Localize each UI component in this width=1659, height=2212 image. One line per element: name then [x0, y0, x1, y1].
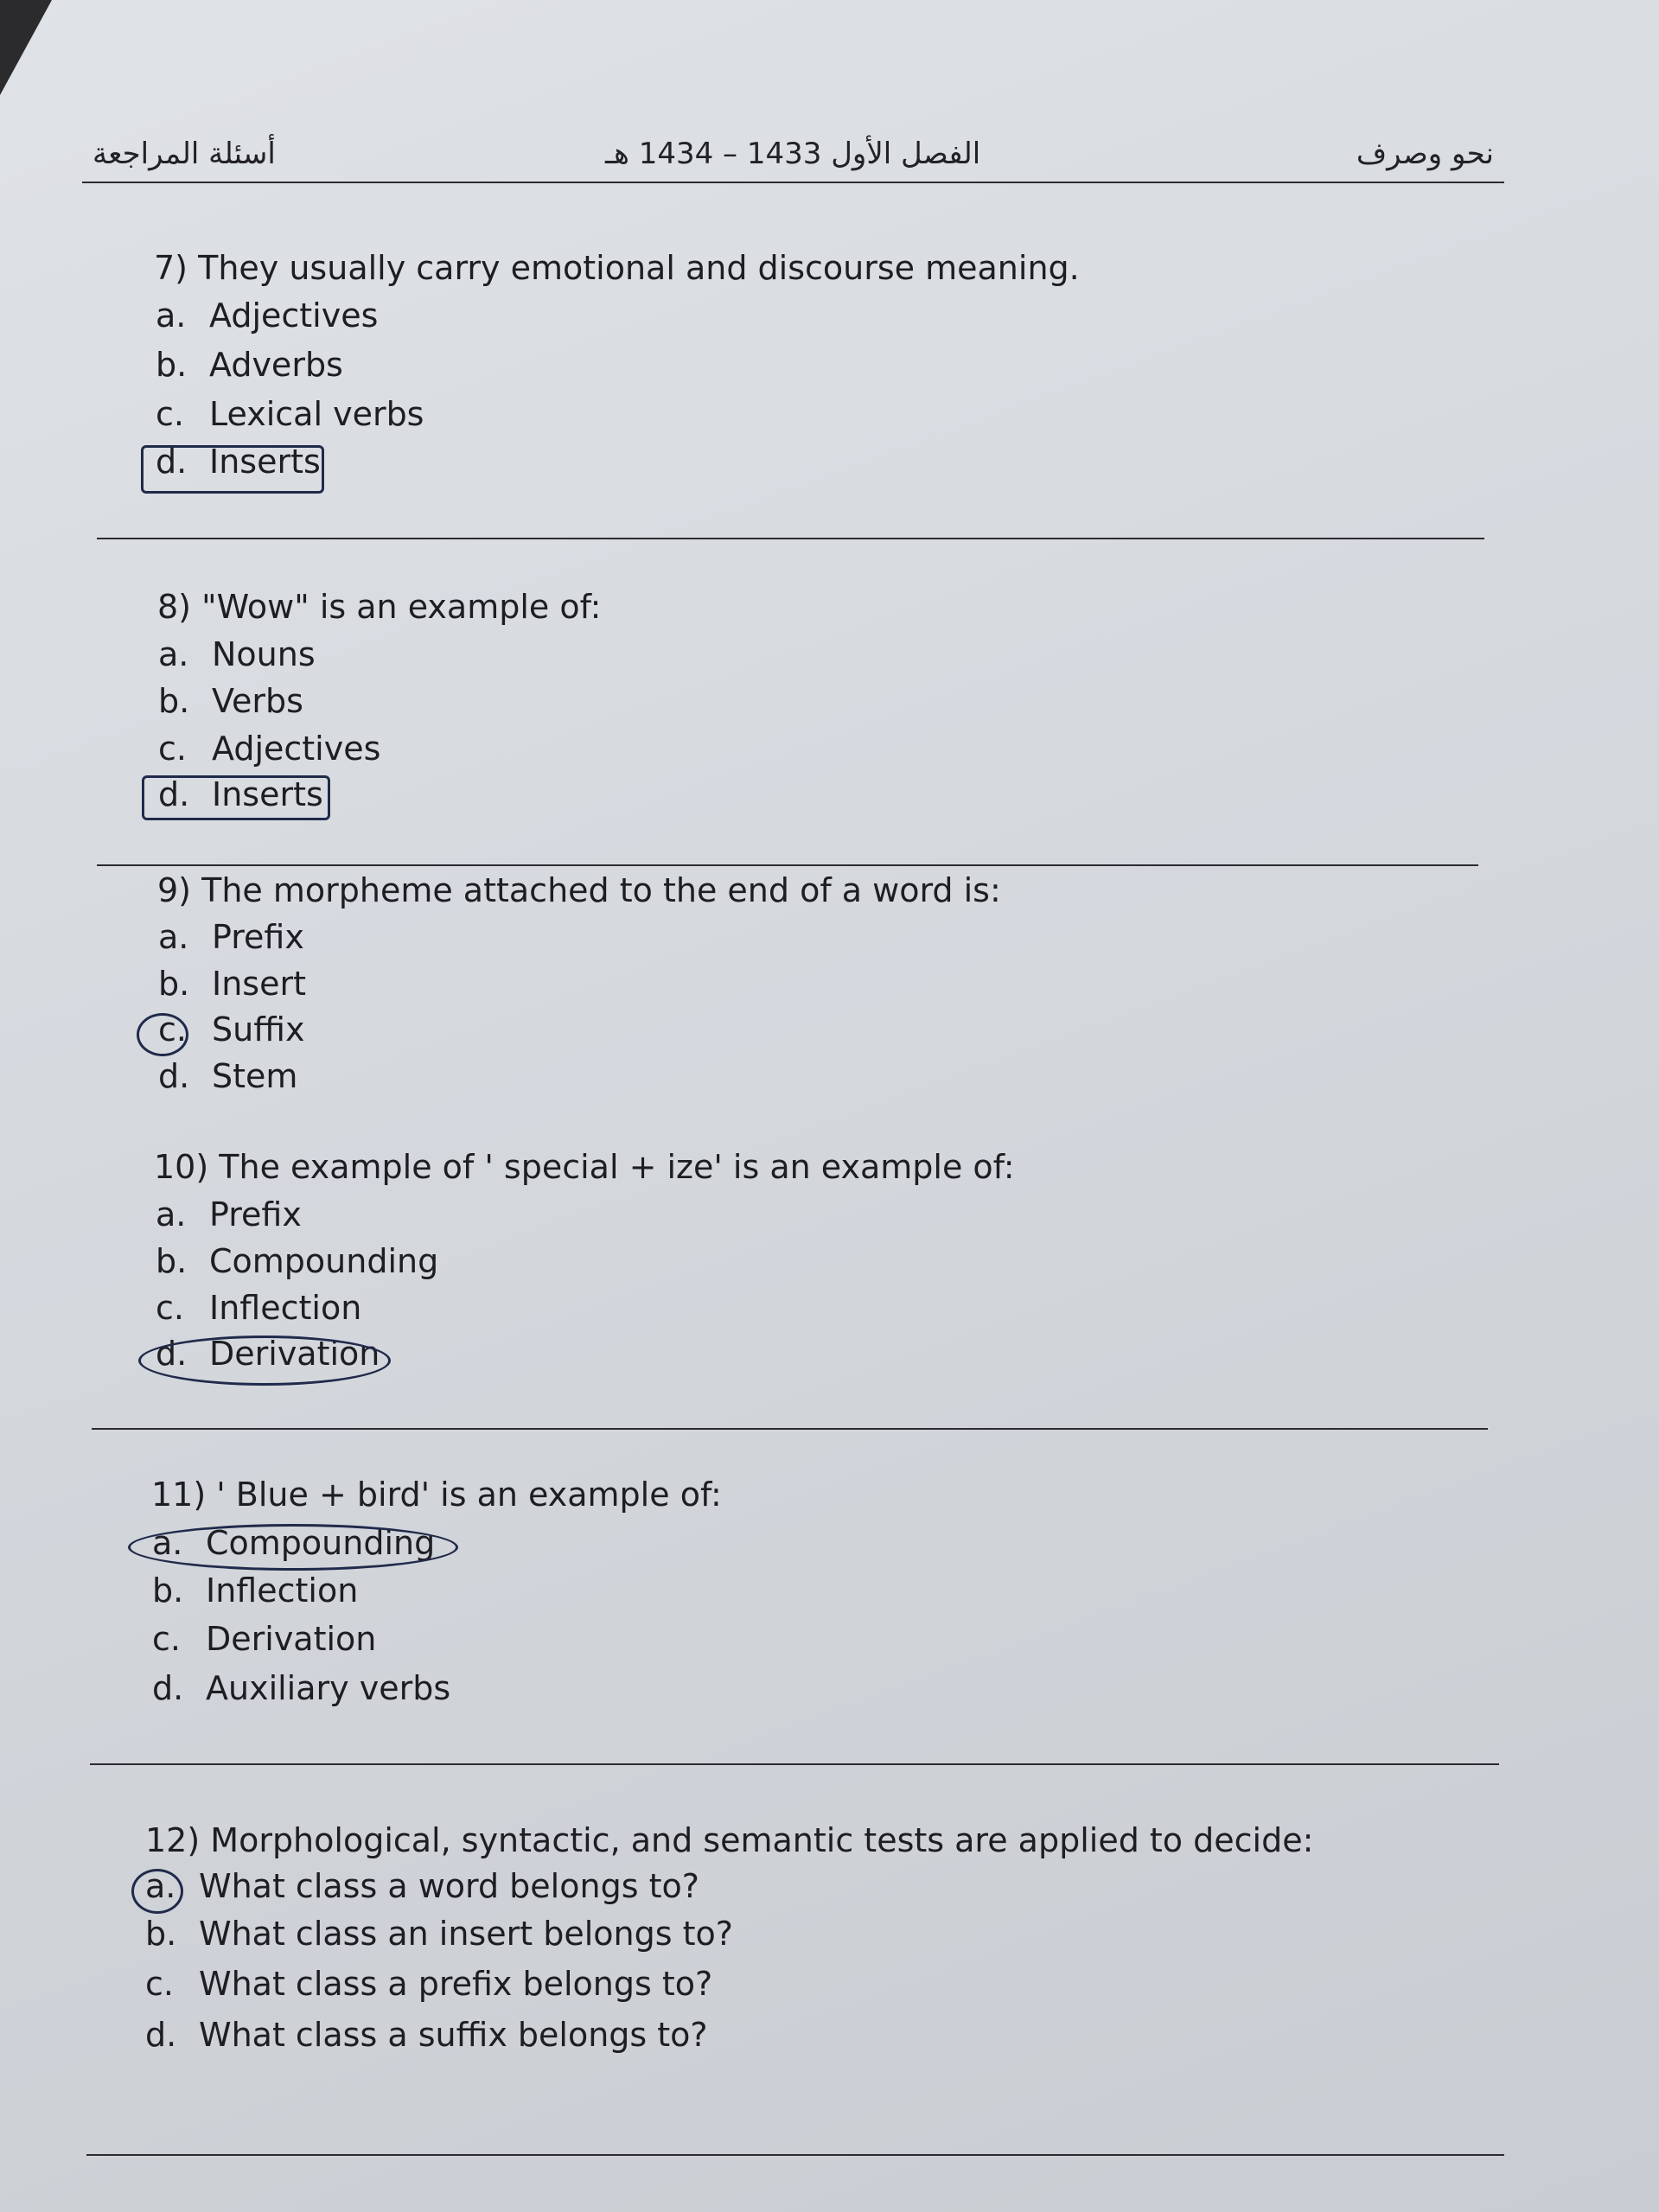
option-letter: c.: [156, 1289, 184, 1327]
question-number: 7): [154, 249, 188, 287]
q9-option-b: [158, 965, 306, 1003]
q11-option-b: [152, 1571, 358, 1610]
q12-option-a: [145, 1867, 699, 1905]
option-text: Prefix: [209, 1195, 302, 1233]
option-letter: a.: [156, 1195, 187, 1233]
option-text: What class an insert belongs to?: [199, 1915, 733, 1953]
answer-mark-oval: [128, 1524, 458, 1571]
option-letter: a.: [158, 635, 189, 673]
option-letter: a.: [152, 1524, 183, 1562]
option-text: Inflection: [206, 1571, 359, 1610]
option-text: Inserts: [209, 443, 321, 481]
option-text: Adverbs: [209, 346, 343, 384]
option-text: What class a suffix belongs to?: [199, 2016, 708, 2054]
q7-option-b: [156, 346, 343, 384]
option-text: What class a prefix belongs to?: [199, 1965, 713, 2003]
divider-line: [86, 2154, 1504, 2156]
q7-option-a: [156, 296, 378, 335]
q10-option-b: [156, 1242, 438, 1280]
option-letter: b.: [156, 346, 188, 384]
answer-mark-circle: [131, 1869, 183, 1914]
question-12-stem: [145, 1821, 1313, 1859]
question-10-stem: [154, 1148, 1015, 1186]
option-text: Insert: [212, 965, 306, 1003]
answer-mark-oval: [138, 1335, 391, 1386]
divider-line: [97, 864, 1478, 866]
divider-line: [92, 1428, 1488, 1430]
q12-option-c: [145, 1965, 712, 2003]
option-letter: a.: [145, 1867, 176, 1905]
option-text: Lexical verbs: [209, 395, 424, 433]
option-letter: a.: [158, 918, 189, 956]
option-letter: c.: [152, 1620, 181, 1658]
option-text: What class a word belongs to?: [199, 1867, 699, 1905]
q8-option-b: [158, 682, 303, 720]
option-letter: d.: [152, 1669, 184, 1707]
option-text: Inflection: [209, 1289, 362, 1327]
option-letter: c.: [158, 1010, 187, 1049]
question-number: 12): [145, 1821, 201, 1859]
question-8-stem: [157, 588, 601, 626]
option-letter: d.: [158, 1057, 190, 1095]
q7-option-c: [156, 395, 424, 433]
q9-option-a: [158, 918, 304, 956]
option-text: Verbs: [212, 682, 303, 720]
option-letter: a.: [156, 296, 187, 335]
option-letter: d.: [156, 1335, 188, 1373]
option-letter: b.: [158, 682, 190, 720]
answer-mark-circle: [137, 1013, 188, 1056]
question-text: They usually carry emotional and discourse meaning.: [198, 249, 1080, 287]
q8-option-a: [158, 635, 316, 673]
option-text: Adjectives: [212, 730, 381, 768]
header-course: نحو وصرف: [1356, 137, 1494, 171]
q10-option-a: [156, 1195, 302, 1233]
option-letter: b.: [145, 1915, 177, 1953]
answer-mark-box: [141, 445, 324, 494]
question-text: The morpheme attached to the end of a word is:: [201, 871, 1001, 909]
question-11-stem: [151, 1476, 722, 1514]
option-letter: d.: [156, 443, 188, 481]
option-text: Stem: [212, 1057, 298, 1095]
option-text: Nouns: [212, 635, 316, 673]
header-review-questions: أسئلة المراجعة: [93, 137, 276, 171]
option-letter: b.: [152, 1571, 184, 1610]
question-number: 8): [157, 588, 192, 626]
option-text: Compounding: [209, 1242, 439, 1280]
question-text: ' Blue + bird' is an example of:: [216, 1476, 722, 1514]
q8-option-c: [158, 730, 380, 768]
question-text: "Wow" is an example of:: [201, 588, 602, 626]
question-number: 10): [154, 1148, 209, 1186]
option-text: Inserts: [212, 775, 323, 813]
q11-option-c: [152, 1620, 376, 1658]
question-text: The example of ' special + ize' is an example of:: [219, 1148, 1015, 1186]
option-letter: b.: [156, 1242, 188, 1280]
question-9-stem: [157, 871, 1001, 909]
question-number: 9): [157, 871, 192, 909]
option-text: Derivation: [206, 1620, 377, 1658]
option-letter: c.: [145, 1965, 174, 2003]
question-number: 11): [151, 1476, 207, 1514]
answer-mark-box: [142, 775, 330, 820]
option-text: Compounding: [206, 1524, 436, 1562]
option-text: Suffix: [212, 1010, 305, 1049]
option-letter: d.: [158, 775, 190, 813]
option-text: Derivation: [209, 1335, 380, 1373]
q10-option-c: [156, 1289, 361, 1327]
header-semester: الفصل الأول 1433 – 1434 هـ: [605, 137, 981, 171]
page-header: [82, 130, 1504, 183]
option-letter: c.: [156, 395, 184, 433]
question-7-stem: [154, 249, 1080, 287]
option-text: Auxiliary verbs: [206, 1669, 451, 1707]
q11-option-d: [152, 1669, 450, 1707]
option-letter: b.: [158, 965, 190, 1003]
option-letter: c.: [158, 730, 187, 768]
q12-option-b: [145, 1915, 733, 1953]
q9-option-d: [158, 1057, 297, 1095]
question-text: Morphological, syntactic, and semantic tests are applied to decide:: [210, 1821, 1314, 1859]
divider-line: [90, 1763, 1499, 1765]
option-text: Prefix: [212, 918, 304, 956]
option-text: Adjectives: [209, 296, 379, 335]
q12-option-d: [145, 2016, 708, 2054]
page-corner-shadow: [0, 0, 52, 95]
divider-line: [97, 538, 1484, 539]
option-letter: d.: [145, 2016, 177, 2054]
